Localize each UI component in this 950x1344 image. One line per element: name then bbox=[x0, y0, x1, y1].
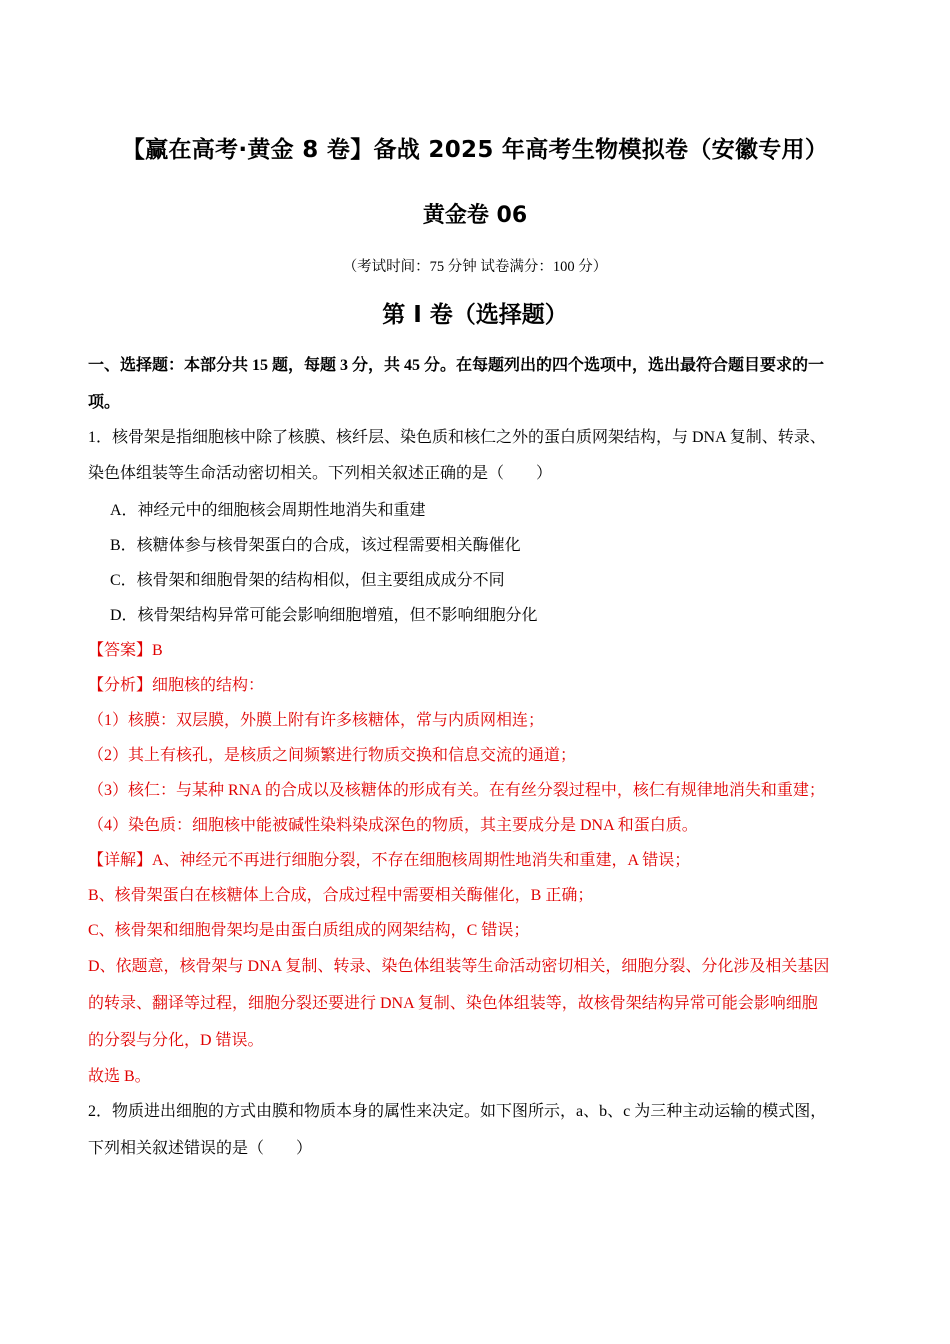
detail-item-d-line1: D、依题意，核骨架与 DNA 复制、转录、染色体组装等生命活动密切相关，细胞分裂、分化涉及相关基因 bbox=[88, 958, 830, 975]
analysis-item-4: （4）染色质：细胞核中能被碱性染料染成深色的物质，其主要成分是 DNA 和蛋白质。 bbox=[88, 817, 698, 834]
detail-item-c: C、核骨架和细胞骨架均是由蛋白质组成的网架结构，C 错误； bbox=[88, 922, 530, 939]
question-1-answer: 【答案】B bbox=[88, 642, 163, 659]
question-1-option-b: B．核糖体参与核骨架蛋白的合成，该过程需要相关酶催化 bbox=[110, 537, 521, 554]
section-instructions-line2: 项。 bbox=[88, 394, 121, 411]
analysis-item-1: （1）核膜：双层膜，外膜上附有许多核糖体，常与内质网相连； bbox=[88, 712, 545, 729]
question-2-stem-line1: 2．物质进出细胞的方式由膜和物质本身的属性来决定。如下图所示，a、b、c 为三种主动运输的模式图， bbox=[88, 1103, 827, 1120]
question-2-stem-line2: 下列相关叙述错误的是（ ） bbox=[88, 1140, 313, 1157]
analysis-item-2: （2）其上有核孔，是核质之间频繁进行物质交换和信息交流的通道； bbox=[88, 747, 577, 764]
analysis-heading: 【分析】细胞核的结构： bbox=[88, 677, 265, 694]
question-1-option-d: D．核骨架结构异常可能会影响细胞增殖，但不影响细胞分化 bbox=[110, 607, 538, 624]
question-1-conclusion: 故选 B。 bbox=[88, 1068, 151, 1085]
detail-heading: 【详解】A、神经元不再进行细胞分裂，不存在细胞核周期性地消失和重建，A 错误； bbox=[88, 852, 691, 869]
detail-item-b: B、核骨架蛋白在核糖体上合成，合成过程中需要相关酶催化，B 正确； bbox=[88, 887, 594, 904]
question-1-option-c: C．核骨架和细胞骨架的结构相似，但主要组成成分不同 bbox=[110, 572, 505, 589]
question-1-stem-line1: 1．核骨架是指细胞核中除了核膜、核纤层、染色质和核仁之外的蛋白质网架结构，与 DNA 复制、转录、 bbox=[88, 429, 826, 446]
detail-item-d-line3: 的分裂与分化，D 错误。 bbox=[88, 1032, 264, 1049]
question-1-stem-line2: 染色体组装等生命活动密切相关。下列相关叙述正确的是（ ） bbox=[88, 465, 553, 482]
exam-title: 【赢在高考·黄金 8 卷】备战 2025 年高考生物模拟卷（安徽专用） bbox=[121, 137, 829, 163]
analysis-item-3: （3）核仁：与某种 RNA 的合成以及核糖体的形成有关。在有丝分裂过程中，核仁有规律地消失和重建； bbox=[88, 782, 825, 799]
paper-subtitle: 黄金卷 06 bbox=[422, 203, 528, 228]
volume-title: 第 I 卷（选择题） bbox=[382, 302, 568, 328]
question-1-option-a: A．神经元中的细胞核会周期性地消失和重建 bbox=[110, 502, 426, 519]
section-instructions-line1: 一、选择题：本部分共 15 题，每题 3 分，共 45 分。在每题列出的四个选项中，选出最符合题目要求的一 bbox=[88, 357, 825, 374]
exam-info: （考试时间：75 分钟 试卷满分：100 分） bbox=[342, 259, 608, 275]
detail-item-d-line2: 的转录、翻译等过程，细胞分裂还要进行 DNA 复制、染色体组装等，故核骨架结构异常可能会影响细胞 bbox=[88, 995, 818, 1012]
